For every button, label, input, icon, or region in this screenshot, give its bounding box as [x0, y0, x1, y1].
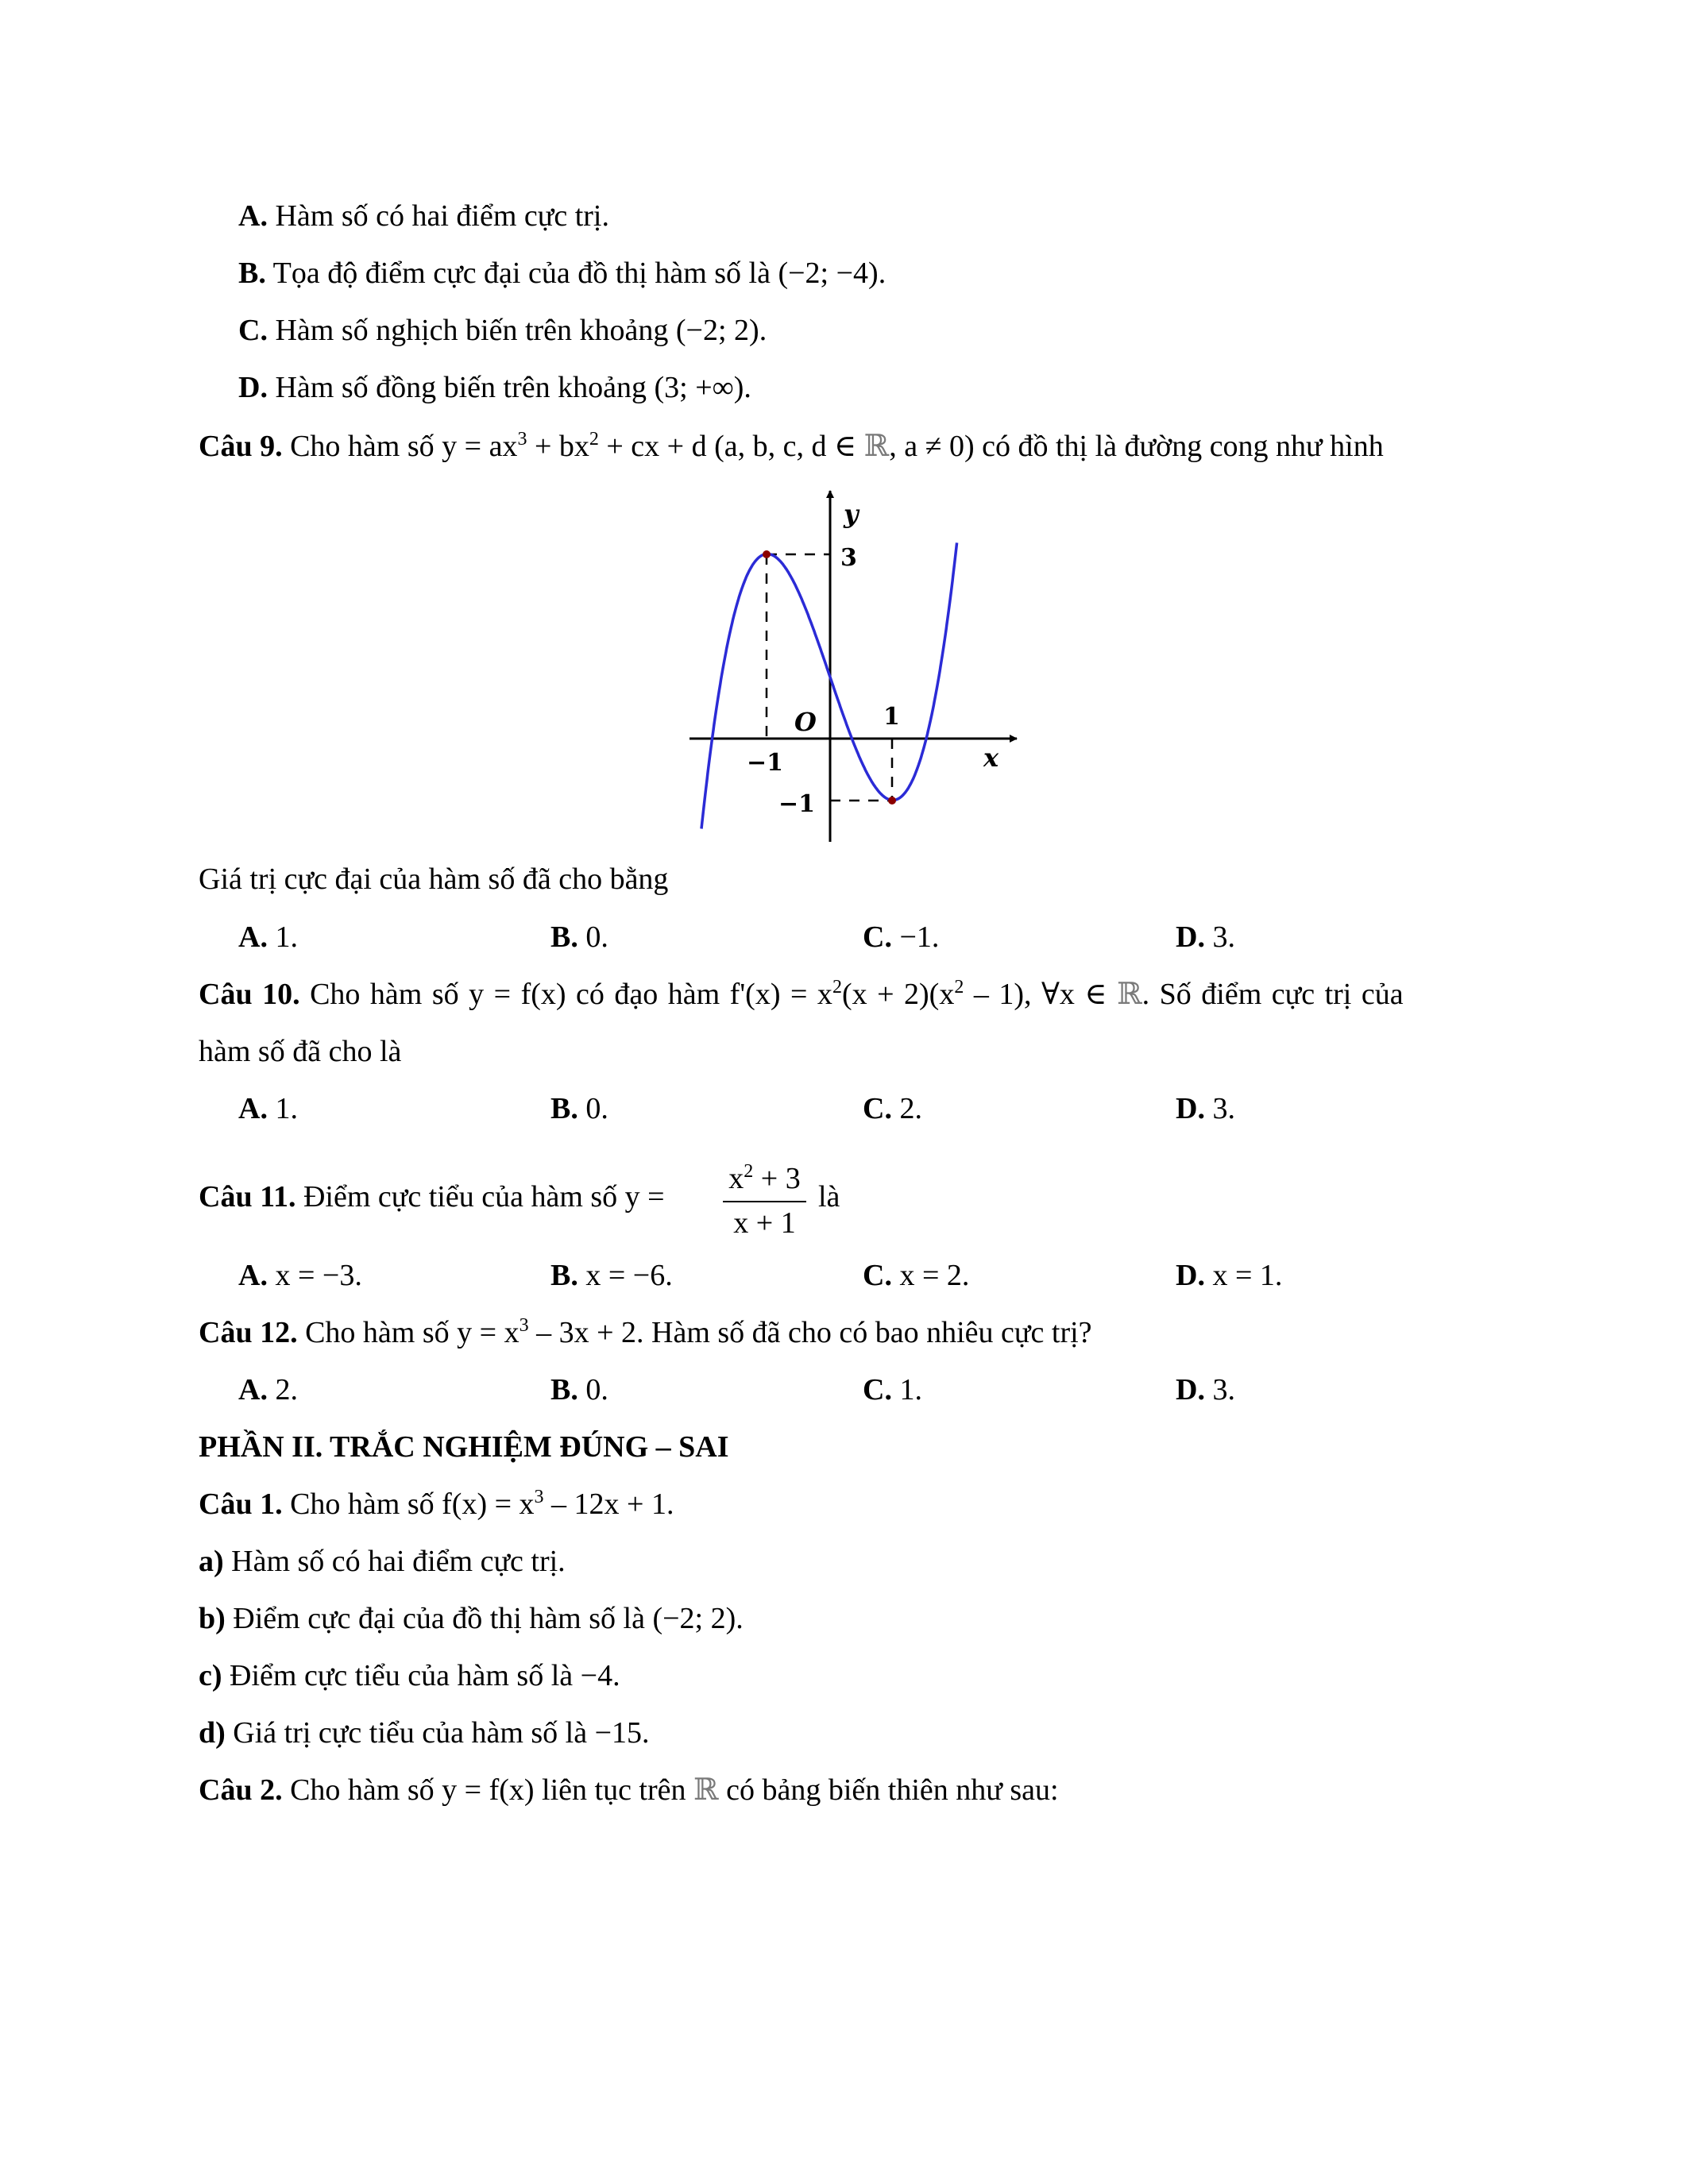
q11-option-d: D. x = 1. — [1176, 1259, 1283, 1292]
q11-stem: Câu 11. Điểm cực tiểu của hàm số y = — [199, 1180, 665, 1214]
part2-q1-stem: Câu 1. Cho hàm số $f(x) = x^3 - 12x + 1$. — [199, 1487, 674, 1521]
q11-option-c: C. x = 2. — [863, 1259, 970, 1292]
q10-stem: Câu 10. Cho hàm số y = f(x) có đạo hàm $f'(x) = x^2(x + 2)(x^2 - 1)$, ∀x ∈ ℝ. Số điểm cực trị của — [199, 977, 1404, 1011]
q9-option-d: D. 3. — [1176, 920, 1235, 954]
q10-option-d: D. 3. — [1176, 1092, 1235, 1125]
min-point — [888, 797, 896, 805]
q12-option-b: B. 0. — [550, 1373, 608, 1406]
q10-option-b: B. 0. — [550, 1092, 608, 1125]
label-neg1-x: −1 — [747, 749, 784, 777]
q12-option-a: A. 2. — [238, 1373, 298, 1406]
q12-option-d: D. 3. — [1176, 1373, 1235, 1406]
q11-tail: là — [818, 1180, 840, 1214]
origin-label: O — [794, 707, 817, 737]
q11-option-b: B. x = −6. — [550, 1259, 673, 1292]
q12-option-c: C. 1. — [863, 1373, 922, 1406]
y-axis-label: y — [844, 499, 859, 529]
q9-question: Giá trị cực đại của hàm số đã cho bằng — [199, 862, 669, 896]
part2-q2-stem: Câu 2. Cho hàm số y = f(x) liên tục trên ℝ có bảng biến thiên như sau: — [199, 1773, 1059, 1807]
label-neg1-y: −1 — [778, 790, 816, 818]
q10-stem-line2: hàm số đã cho là — [199, 1035, 402, 1068]
q8-option-b: B. Tọa độ điểm cực đại của đồ thị hàm số là (−2; −4). — [238, 257, 886, 290]
part2-q1-item-c: c) Điểm cực tiểu của hàm số là −4. — [199, 1659, 620, 1692]
part2-q1-item-a: a) Hàm số có hai điểm cực trị. — [199, 1545, 566, 1578]
q12-stem: Câu 12. Cho hàm số $y = x^3 - 3x + 2$. Hàm số đã cho có bao nhiêu cực trị? — [199, 1315, 1092, 1349]
q11-fraction — [723, 1161, 806, 1241]
q11-numerator: $x^2 + 3$ — [728, 1161, 801, 1195]
q9-option-c: C. −1. — [863, 920, 940, 954]
q8-option-c: C. Hàm số nghịch biến trên khoảng (−2; 2). — [238, 314, 767, 347]
max-point — [763, 550, 771, 558]
label-3: 3 — [840, 544, 857, 572]
q11-option-a: A. x = −3. — [238, 1259, 362, 1292]
q10-option-c: C. 2. — [863, 1092, 922, 1125]
part2-heading: PHẦN II. TRẮC NGHIỆM ĐÚNG – SAI — [199, 1430, 729, 1464]
q10-option-a: A. 1. — [238, 1092, 298, 1125]
q9-option-b: B. 0. — [550, 920, 608, 954]
label-1: 1 — [883, 703, 900, 731]
x-axis-label: x — [983, 743, 999, 773]
q8-option-a: A. Hàm số có hai điểm cực trị. — [238, 199, 609, 233]
part2-q1-item-d: d) Giá trị cực tiểu của hàm số là −15. — [199, 1716, 650, 1750]
q9-option-a: A. 1. — [238, 920, 298, 954]
q8-option-d: D. Hàm số đồng biến trên khoảng (3; +∞). — [238, 371, 751, 404]
fraction-bar — [723, 1201, 806, 1202]
part2-q1-item-b: b) Điểm cực đại của đồ thị hàm số là (−2; 2). — [199, 1602, 744, 1635]
q9-stem: Câu 9. Cho hàm số $y = ax^3 + bx^2$ + cx + d (a, b, c, d ∈ ℝ, a ≠ 0) có đồ thị là đường cong như hình — [199, 429, 1384, 463]
q11-denominator: x + 1 — [733, 1206, 796, 1240]
